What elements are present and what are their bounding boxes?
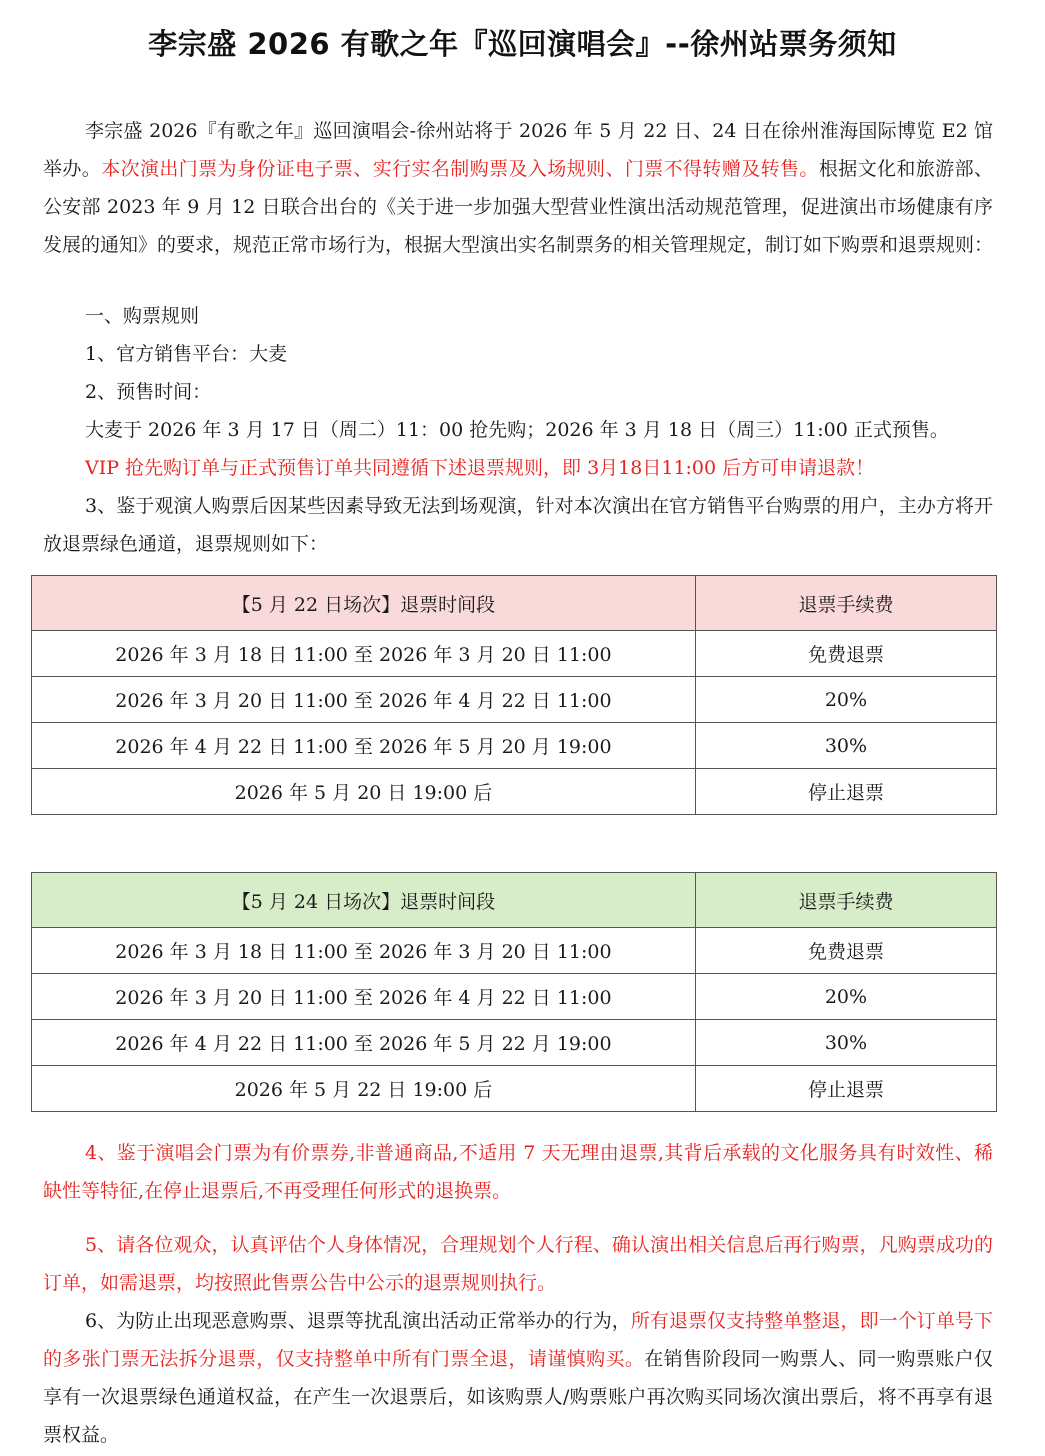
header-fee: 退票手续费 <box>695 873 996 928</box>
whole-order-refund-notice <box>43 1302 993 1454</box>
fee-cell: 免费退票 <box>695 631 996 677</box>
platform-item: 1、官方销售平台：大麦 <box>85 343 288 365</box>
page-title: 李宗盛 2026 有歌之年『巡回演唱会』--徐州站票务须知 <box>148 27 897 61</box>
period-cell: 2026 年 3 月 20 日 11:00 至 2026 年 4 月 22 日 11:00 <box>32 677 696 723</box>
table-row <box>32 928 997 974</box>
period-cell: 2026 年 3 月 20 日 11:00 至 2026 年 4 月 22 日 11:00 <box>32 974 696 1020</box>
table-row <box>32 631 997 677</box>
table-row <box>32 1066 997 1112</box>
period-cell: 2026 年 4 月 22 日 11:00 至 2026 年 5 月 20 月 19:00 <box>32 723 696 769</box>
period-cell: 2026 年 5 月 22 日 19:00 后 <box>32 1066 696 1112</box>
period-cell: 2026 年 5 月 20 日 19:00 后 <box>32 769 696 815</box>
table-row <box>32 769 997 815</box>
header-period: 【5 月 24 日场次】退票时间段 <box>32 873 696 928</box>
header-period: 【5 月 22 日场次】退票时间段 <box>32 576 696 631</box>
table-header-row <box>32 576 997 631</box>
non-refundable-notice: 4、鉴于演唱会门票为有价票券,非普通商品,不适用 7 天无理由退票,其背后承载的文化服务具有时效性、稀缺性等特征,在停止退票后,不再受理任何形式的退换票。 <box>43 1142 993 1202</box>
fee-cell: 30% <box>695 1020 996 1066</box>
intro-text-2: 根据文化和旅游部、公安部 2023 年 9 月 12 日联合出台的《关于进一步加强大型营业性演出活动规范管理，促进演出市场健康有序发展的通知》的要求，规范正常市场行为，根据大型演出实名制票务的相关管理规定，制订如下购票和退票规则： <box>43 158 994 256</box>
vip-note: VIP 抢先购订单与正式预售订单共同遵循下述退票规则，即 3月18日11:00 后方可申请退款！ <box>85 457 875 479</box>
refund-table-may22 <box>31 575 997 815</box>
section-heading-purchase: 一、购票规则 <box>85 305 200 327</box>
table-row <box>32 723 997 769</box>
refund-table-may24 <box>31 872 997 1112</box>
fee-cell: 停止退票 <box>695 1066 996 1112</box>
intro-text-red: 本次演出门票为身份证电子票、实行实名制购票及入场规则、门票不得转赠及转售。 <box>101 158 819 180</box>
assessment-notice: 5、请各位观众，认真评估个人身体情况，合理规划个人行程、确认演出相关信息后再行购票，凡购票成功的订单，如需退票，均按照此售票公告中公示的退票规则执行。 <box>43 1234 993 1294</box>
period-cell: 2026 年 3 月 18 日 11:00 至 2026 年 3 月 20 日 11:00 <box>32 928 696 974</box>
period-cell: 2026 年 4 月 22 日 11:00 至 2026 年 5 月 22 月 19:00 <box>32 1020 696 1066</box>
presale-time: 大麦于 2026 年 3 月 17 日（周二）11：00 抢先购；2026 年 3 月 18 日（周三）11:00 正式预售。 <box>85 419 949 441</box>
table-row <box>32 677 997 723</box>
fee-cell: 30% <box>695 723 996 769</box>
refund-intro: 3、鉴于观演人购票后因某些因素导致无法到场观演，针对本次演出在官方销售平台购票的用户，主办方将开放退票绿色通道，退票规则如下： <box>43 495 993 555</box>
intro-paragraph <box>43 112 993 264</box>
item6-text-2: 在销售阶段同一购票人、同一购票账户仅享有一次退票绿色通道权益，在产生一次退票后，如该购票人/购票账户再次购买同场次演出票后，将不再享有退票权益。 <box>43 1348 993 1446</box>
presale-heading: 2、预售时间： <box>85 381 212 403</box>
fee-cell: 停止退票 <box>695 769 996 815</box>
header-fee: 退票手续费 <box>695 576 996 631</box>
table-header-row <box>32 873 997 928</box>
period-cell: 2026 年 3 月 18 日 11:00 至 2026 年 3 月 20 日 11:00 <box>32 631 696 677</box>
table-row <box>32 974 997 1020</box>
item6-text-red: 所有退票仅支持整单整退，即一个订单号下的多张门票无法拆分退票，仅支持整单中所有门票全退，请谨慎购买。 <box>43 1310 993 1370</box>
fee-cell: 20% <box>695 974 996 1020</box>
intro-text-1: 李宗盛 2026『有歌之年』巡回演唱会-徐州站将于 2026 年 5 月 22 日、24 日在徐州淮海国际博览 E2 馆举办。 <box>43 120 993 180</box>
fee-cell: 20% <box>695 677 996 723</box>
table-row <box>32 1020 997 1066</box>
item6-text-1: 6、为防止出现恶意购票、退票等扰乱演出活动正常举办的行为， <box>85 1310 631 1332</box>
fee-cell: 免费退票 <box>695 928 996 974</box>
